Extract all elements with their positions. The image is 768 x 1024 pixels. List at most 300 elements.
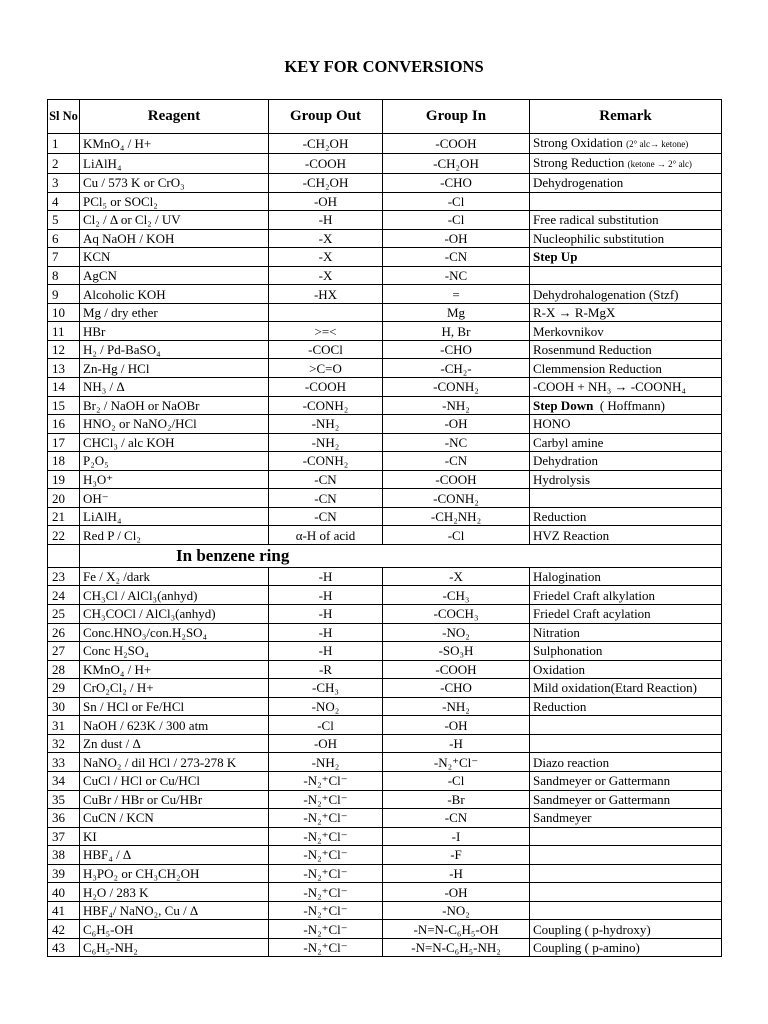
cell-group-out: -NO₂ bbox=[269, 697, 383, 716]
table-row bbox=[48, 433, 722, 452]
cell-group-out: -N₂⁺Cl⁻ bbox=[269, 827, 383, 846]
cell-remark bbox=[530, 864, 722, 883]
cell-group-in: -CN bbox=[383, 248, 530, 267]
cell-group-out: -R bbox=[269, 660, 383, 679]
cell-group-in: -NC bbox=[383, 433, 530, 452]
cell-remark bbox=[530, 846, 722, 865]
cell-remark bbox=[530, 827, 722, 846]
remark-text: Coupling ( p-amino) bbox=[533, 940, 640, 956]
cell-sl-no: 37 bbox=[48, 827, 80, 846]
cell-sl-no: 18 bbox=[48, 452, 80, 471]
cell-reagent: CH₃Cl / AlCl₃(anhyd) bbox=[80, 586, 269, 605]
cell-remark bbox=[530, 507, 722, 526]
cell-reagent: CH₃COCl / AlCl₃(anhyd) bbox=[80, 605, 269, 624]
cell-group-in: -CHO bbox=[383, 174, 530, 193]
cell-group-out: -CONH₂ bbox=[269, 452, 383, 471]
table-row bbox=[48, 846, 722, 865]
cell-sl-no: 19 bbox=[48, 470, 80, 489]
cell-group-in: -COOH bbox=[383, 660, 530, 679]
cell-sl-no: 31 bbox=[48, 716, 80, 735]
remark-text: Strong Reduction bbox=[533, 155, 625, 170]
cell-sl-no: 23 bbox=[48, 567, 80, 586]
cell-reagent: Zn dust / Δ bbox=[80, 734, 269, 753]
remark-text: Reduction bbox=[533, 699, 587, 715]
cell-group-out: -CH₂OH bbox=[269, 134, 383, 154]
cell-remark bbox=[530, 359, 722, 378]
cell-reagent: CrO₂Cl₂ / H+ bbox=[80, 679, 269, 698]
cell-reagent: H₃O⁺ bbox=[80, 470, 269, 489]
cell-sl-no: 43 bbox=[48, 938, 80, 957]
table-row bbox=[48, 359, 722, 378]
cell-sl-no: 9 bbox=[48, 285, 80, 304]
cell-group-in: -OH bbox=[383, 883, 530, 902]
cell-group-in: -OH bbox=[383, 229, 530, 248]
cell-group-in: -NH₂ bbox=[383, 396, 530, 415]
remark-text: Sandmeyer or Gattermann bbox=[533, 791, 671, 807]
remark-text: Step Down bbox=[533, 397, 594, 413]
remark-text: Merkovnikov bbox=[533, 323, 604, 339]
cell-remark bbox=[530, 174, 722, 193]
cell-remark bbox=[530, 734, 722, 753]
cell-group-in: -CONH₂ bbox=[383, 378, 530, 397]
cell-group-in: -Cl bbox=[383, 526, 530, 545]
cell-remark bbox=[530, 901, 722, 920]
cell-remark bbox=[530, 586, 722, 605]
cell-group-in: -Cl bbox=[383, 211, 530, 230]
cell-group-out: -N₂⁺Cl⁻ bbox=[269, 790, 383, 809]
cell-reagent: HBF₄/ NaNO₂, Cu / Δ bbox=[80, 901, 269, 920]
cell-remark bbox=[530, 285, 722, 304]
cell-group-out: -N₂⁺Cl⁻ bbox=[269, 938, 383, 957]
cell-group-in: -Br bbox=[383, 790, 530, 809]
cell-group-out: -N₂⁺Cl⁻ bbox=[269, 771, 383, 790]
cell-sl-no: 41 bbox=[48, 901, 80, 920]
cell-sl-no: 38 bbox=[48, 846, 80, 865]
cell-group-in: -Cl bbox=[383, 192, 530, 211]
cell-remark bbox=[530, 396, 722, 415]
cell-remark bbox=[530, 753, 722, 772]
cell-sl-no: 40 bbox=[48, 883, 80, 902]
cell-group-in: -NO₂ bbox=[383, 623, 530, 642]
cell-group-in: -NH₂ bbox=[383, 697, 530, 716]
conversions-table bbox=[47, 99, 722, 957]
cell-group-out: -N₂⁺Cl⁻ bbox=[269, 809, 383, 828]
cell-remark bbox=[530, 248, 722, 267]
cell-group-in: -CH₂OH bbox=[383, 154, 530, 174]
cell-group-out: -NH₂ bbox=[269, 433, 383, 452]
cell-remark bbox=[530, 489, 722, 508]
cell-sl-no: 22 bbox=[48, 526, 80, 545]
remark-text: Dehydration bbox=[533, 453, 598, 469]
table-row bbox=[48, 771, 722, 790]
cell-group-in: -H bbox=[383, 864, 530, 883]
cell-group-in: -OH bbox=[383, 415, 530, 434]
header-reagent: Reagent bbox=[80, 100, 269, 134]
cell-sl-no: 15 bbox=[48, 396, 80, 415]
table-row bbox=[48, 134, 722, 154]
remark-text: Carbyl amine bbox=[533, 434, 604, 450]
cell-group-in: Mg bbox=[383, 303, 530, 322]
cell-group-in: -H bbox=[383, 734, 530, 753]
table-row bbox=[48, 734, 722, 753]
cell-group-out: -H bbox=[269, 623, 383, 642]
cell-remark bbox=[530, 433, 722, 452]
table-row bbox=[48, 211, 722, 230]
cell-reagent: Fe / X₂ /dark bbox=[80, 567, 269, 586]
cell-reagent: Aq NaOH / KOH bbox=[80, 229, 269, 248]
cell-remark bbox=[530, 716, 722, 735]
table-row bbox=[48, 526, 722, 545]
cell-reagent: C₆H₅-OH bbox=[80, 920, 269, 939]
remark-text: Reduction bbox=[533, 509, 587, 525]
cell-remark bbox=[530, 790, 722, 809]
cell-group-out: -COCl bbox=[269, 340, 383, 359]
header-remark: Remark bbox=[530, 100, 722, 134]
table-row bbox=[48, 378, 722, 397]
cell-sl-no: 20 bbox=[48, 489, 80, 508]
cell-sl-no: 36 bbox=[48, 809, 80, 828]
remark-text: R-X → R-MgX bbox=[533, 305, 616, 321]
cell-group-out: α-H of acid bbox=[269, 526, 383, 545]
cell-reagent: Mg / dry ether bbox=[80, 303, 269, 322]
table-row bbox=[48, 864, 722, 883]
table-row bbox=[48, 567, 722, 586]
cell-sl-no: 4 bbox=[48, 192, 80, 211]
cell-group-out: -H bbox=[269, 567, 383, 586]
cell-reagent: Br₂ / NaOH or NaOBr bbox=[80, 396, 269, 415]
remark-text: HVZ Reaction bbox=[533, 527, 610, 543]
table-row bbox=[48, 753, 722, 772]
table-row bbox=[48, 809, 722, 828]
table-row bbox=[48, 266, 722, 285]
cell-group-out: -CN bbox=[269, 489, 383, 508]
table-header-row bbox=[48, 100, 722, 134]
remark-note: (2° alc→ ketone) bbox=[626, 139, 689, 149]
cell-reagent: KI bbox=[80, 827, 269, 846]
cell-reagent: LiAlH₄ bbox=[80, 507, 269, 526]
table-row bbox=[48, 507, 722, 526]
table-row bbox=[48, 938, 722, 957]
table-row bbox=[48, 174, 722, 193]
cell-reagent: NaNO₂ / dil HCl / 273-278 K bbox=[80, 753, 269, 772]
section-row bbox=[48, 544, 722, 567]
cell-group-in: -F bbox=[383, 846, 530, 865]
cell-remark bbox=[530, 623, 722, 642]
cell-group-in: -NC bbox=[383, 266, 530, 285]
header-group-out: Group Out bbox=[269, 100, 383, 134]
cell-sl-no: 29 bbox=[48, 679, 80, 698]
remark-text: Rosenmund Reduction bbox=[533, 342, 652, 358]
table-row bbox=[48, 192, 722, 211]
cell-sl-no: 8 bbox=[48, 266, 80, 285]
cell-reagent: OH⁻ bbox=[80, 489, 269, 508]
table-row bbox=[48, 229, 722, 248]
cell-reagent: HBr bbox=[80, 322, 269, 341]
remark-tail-text: ( Hoffmann) bbox=[593, 397, 665, 413]
table-row bbox=[48, 920, 722, 939]
cell-reagent: CuCN / KCN bbox=[80, 809, 269, 828]
cell-group-out: -X bbox=[269, 229, 383, 248]
cell-reagent: Cu / 573 K or CrO₃ bbox=[80, 174, 269, 193]
table-row bbox=[48, 415, 722, 434]
cell-group-in: -COOH bbox=[383, 470, 530, 489]
remark-text: Sulphonation bbox=[533, 643, 603, 659]
cell-group-out: -NH₂ bbox=[269, 415, 383, 434]
remark-text: Friedel Craft acylation bbox=[533, 606, 651, 622]
cell-sl-no: 21 bbox=[48, 507, 80, 526]
table-row bbox=[48, 303, 722, 322]
cell-group-in: = bbox=[383, 285, 530, 304]
cell-reagent: Conc H₂SO₄ bbox=[80, 642, 269, 661]
cell-reagent: AgCN bbox=[80, 266, 269, 285]
remark-text: Strong Oxidation bbox=[533, 135, 623, 150]
cell-reagent: Red P / Cl₂ bbox=[80, 526, 269, 545]
cell-remark bbox=[530, 697, 722, 716]
cell-sl-no: 1 bbox=[48, 134, 80, 154]
table-row bbox=[48, 679, 722, 698]
cell-group-in: -CH₃ bbox=[383, 586, 530, 605]
cell-remark bbox=[530, 452, 722, 471]
cell-group-out: -CN bbox=[269, 470, 383, 489]
cell-reagent: HBF₄ / Δ bbox=[80, 846, 269, 865]
remark-text: Hydrolysis bbox=[533, 472, 591, 488]
cell-group-out: -X bbox=[269, 248, 383, 267]
cell-sl-no: 25 bbox=[48, 605, 80, 624]
table-row bbox=[48, 452, 722, 471]
cell-group-out: -H bbox=[269, 605, 383, 624]
cell-sl-no: 32 bbox=[48, 734, 80, 753]
cell-group-in: -CH₂- bbox=[383, 359, 530, 378]
cell-reagent: P₂O₅ bbox=[80, 452, 269, 471]
cell-reagent: KMnO₄ / H+ bbox=[80, 134, 269, 154]
cell-remark bbox=[530, 229, 722, 248]
cell-group-out: -HX bbox=[269, 285, 383, 304]
cell-sl-no: 14 bbox=[48, 378, 80, 397]
table-row bbox=[48, 605, 722, 624]
cell-reagent: Cl₂ / Δ or Cl₂ / UV bbox=[80, 211, 269, 230]
remark-text: Halogination bbox=[533, 569, 601, 585]
cell-remark bbox=[530, 605, 722, 624]
remark-text: Diazo reaction bbox=[533, 754, 610, 770]
cell-group-out: -N₂⁺Cl⁻ bbox=[269, 901, 383, 920]
cell-group-out: -OH bbox=[269, 192, 383, 211]
remark-text: Dehydrohalogenation (Stzf) bbox=[533, 286, 679, 302]
cell-reagent: Conc.HNO₃/con.H₂SO₄ bbox=[80, 623, 269, 642]
remark-text: Mild oxidation(Etard Reaction) bbox=[533, 680, 697, 696]
remark-text: Free radical substitution bbox=[533, 212, 659, 228]
cell-group-in: -CN bbox=[383, 809, 530, 828]
cell-remark bbox=[530, 809, 722, 828]
remark-text: Clemmension Reduction bbox=[533, 360, 662, 376]
cell-group-in: -CHO bbox=[383, 679, 530, 698]
cell-group-out: -X bbox=[269, 266, 383, 285]
cell-group-out: -COOH bbox=[269, 154, 383, 174]
table-row bbox=[48, 470, 722, 489]
cell-reagent: PCl₅ or SOCl₂ bbox=[80, 192, 269, 211]
cell-group-in: -NO₂ bbox=[383, 901, 530, 920]
cell-sl-no: 2 bbox=[48, 154, 80, 174]
table-row bbox=[48, 489, 722, 508]
cell-sl-no: 34 bbox=[48, 771, 80, 790]
cell-reagent: NH₃ / Δ bbox=[80, 378, 269, 397]
cell-group-out: -OH bbox=[269, 734, 383, 753]
cell-group-in: -N₂⁺Cl⁻ bbox=[383, 753, 530, 772]
cell-remark bbox=[530, 378, 722, 397]
cell-reagent: C₆H₅-NH₂ bbox=[80, 938, 269, 957]
cell-remark bbox=[530, 526, 722, 545]
cell-sl-no: 11 bbox=[48, 322, 80, 341]
remark-text: -COOH + NH₃ → -COONH₄ bbox=[533, 379, 686, 395]
cell-remark bbox=[530, 322, 722, 341]
cell-sl-no: 6 bbox=[48, 229, 80, 248]
cell-group-out: -Cl bbox=[269, 716, 383, 735]
cell-reagent: NaOH / 623K / 300 atm bbox=[80, 716, 269, 735]
cell-sl-no: 27 bbox=[48, 642, 80, 661]
cell-sl-no: 28 bbox=[48, 660, 80, 679]
cell-sl-no: 13 bbox=[48, 359, 80, 378]
cell-group-in: -N=N-C₆H₅-NH₂ bbox=[383, 938, 530, 957]
cell-sl-no: 10 bbox=[48, 303, 80, 322]
cell-group-out: -CONH₂ bbox=[269, 396, 383, 415]
cell-sl-no: 42 bbox=[48, 920, 80, 939]
cell-group-out bbox=[269, 303, 383, 322]
cell-reagent: HNO₂ or NaNO₂/HCl bbox=[80, 415, 269, 434]
cell-remark bbox=[530, 920, 722, 939]
cell-remark bbox=[530, 679, 722, 698]
cell-remark bbox=[530, 660, 722, 679]
cell-reagent: CHCl₃ / alc KOH bbox=[80, 433, 269, 452]
cell-group-out: -CN bbox=[269, 507, 383, 526]
cell-group-out: -N₂⁺Cl⁻ bbox=[269, 883, 383, 902]
table-row bbox=[48, 340, 722, 359]
cell-reagent: Alcoholic KOH bbox=[80, 285, 269, 304]
remark-text: Dehydrogenation bbox=[533, 175, 624, 191]
cell-remark bbox=[530, 470, 722, 489]
table-row bbox=[48, 248, 722, 267]
table-row bbox=[48, 827, 722, 846]
cell-reagent: CuBr / HBr or Cu/HBr bbox=[80, 790, 269, 809]
cell-remark bbox=[530, 211, 722, 230]
table-row bbox=[48, 716, 722, 735]
cell-group-out: >=< bbox=[269, 322, 383, 341]
cell-group-in: -COOH bbox=[383, 134, 530, 154]
cell-group-out: -CH₃ bbox=[269, 679, 383, 698]
cell-remark bbox=[530, 266, 722, 285]
remark-text: Step Up bbox=[533, 249, 578, 265]
cell-sl-no: 33 bbox=[48, 753, 80, 772]
cell-group-out: -N₂⁺Cl⁻ bbox=[269, 846, 383, 865]
table-row bbox=[48, 396, 722, 415]
cell-group-in: -OH bbox=[383, 716, 530, 735]
remark-text: Nucleophilic substitution bbox=[533, 230, 665, 246]
table-row bbox=[48, 154, 722, 174]
table-row bbox=[48, 790, 722, 809]
table-row bbox=[48, 642, 722, 661]
cell-remark bbox=[530, 415, 722, 434]
header-sl-no: Sl No bbox=[48, 100, 80, 134]
cell-group-out: -H bbox=[269, 211, 383, 230]
cell-group-out: -NH₂ bbox=[269, 753, 383, 772]
table-row bbox=[48, 586, 722, 605]
cell-sl-no: 39 bbox=[48, 864, 80, 883]
cell-sl-no: 30 bbox=[48, 697, 80, 716]
cell-group-in: -CHO bbox=[383, 340, 530, 359]
cell-group-in: -SO₃H bbox=[383, 642, 530, 661]
cell-remark bbox=[530, 938, 722, 957]
cell-sl-no: 16 bbox=[48, 415, 80, 434]
remark-text: Sandmeyer bbox=[533, 810, 592, 826]
table-row bbox=[48, 660, 722, 679]
remark-text: Oxidation bbox=[533, 661, 585, 677]
cell-sl-no: 12 bbox=[48, 340, 80, 359]
cell-remark bbox=[530, 340, 722, 359]
header-group-in: Group In bbox=[383, 100, 530, 134]
table-row bbox=[48, 883, 722, 902]
cell-group-out: -H bbox=[269, 586, 383, 605]
cell-sl-no: 17 bbox=[48, 433, 80, 452]
cell-group-in: -I bbox=[383, 827, 530, 846]
cell-group-in: -CH₂NH₂ bbox=[383, 507, 530, 526]
cell-group-in: -X bbox=[383, 567, 530, 586]
cell-remark bbox=[530, 883, 722, 902]
section-title: In benzene ring bbox=[80, 544, 722, 567]
cell-remark bbox=[530, 567, 722, 586]
page-title: KEY FOR CONVERSIONS bbox=[284, 57, 484, 76]
table-row bbox=[48, 285, 722, 304]
cell-remark bbox=[530, 154, 722, 174]
remark-text: Sandmeyer or Gattermann bbox=[533, 773, 671, 789]
cell-remark bbox=[530, 134, 722, 154]
remark-note: (ketone → 2° alc) bbox=[627, 159, 692, 169]
cell-sl-no: 5 bbox=[48, 211, 80, 230]
cell-group-in: H, Br bbox=[383, 322, 530, 341]
cell-group-in: -CN bbox=[383, 452, 530, 471]
cell-group-in: -Cl bbox=[383, 771, 530, 790]
cell-reagent: Sn / HCl or Fe/HCl bbox=[80, 697, 269, 716]
cell-group-in: -CONH₂ bbox=[383, 489, 530, 508]
remark-text: HONO bbox=[533, 416, 571, 432]
cell-reagent: KCN bbox=[80, 248, 269, 267]
cell-group-in: -N=N-C₆H₅-OH bbox=[383, 920, 530, 939]
remark-text: Coupling ( p-hydroxy) bbox=[533, 921, 651, 937]
cell-sl-no: 35 bbox=[48, 790, 80, 809]
cell-remark bbox=[530, 642, 722, 661]
cell-remark bbox=[530, 303, 722, 322]
cell-sl-no: 24 bbox=[48, 586, 80, 605]
cell-group-out: -N₂⁺Cl⁻ bbox=[269, 864, 383, 883]
cell-remark bbox=[530, 771, 722, 790]
cell-reagent: H₂O / 283 K bbox=[80, 883, 269, 902]
cell-group-out: -COOH bbox=[269, 378, 383, 397]
section-spacer-cell bbox=[48, 544, 80, 567]
remark-text: Friedel Craft alkylation bbox=[533, 587, 656, 603]
cell-reagent: LiAlH₄ bbox=[80, 154, 269, 174]
cell-reagent: KMnO₄ / H+ bbox=[80, 660, 269, 679]
cell-group-in: -COCH₃ bbox=[383, 605, 530, 624]
cell-sl-no: 7 bbox=[48, 248, 80, 267]
cell-group-out: -N₂⁺Cl⁻ bbox=[269, 920, 383, 939]
cell-reagent: Zn-Hg / HCl bbox=[80, 359, 269, 378]
cell-reagent: CuCl / HCl or Cu/HCl bbox=[80, 771, 269, 790]
table-row bbox=[48, 322, 722, 341]
cell-reagent: H₂ / Pd-BaSO₄ bbox=[80, 340, 269, 359]
remark-text: Nitration bbox=[533, 624, 580, 640]
cell-group-out: >C=O bbox=[269, 359, 383, 378]
cell-sl-no: 26 bbox=[48, 623, 80, 642]
table-row bbox=[48, 697, 722, 716]
cell-sl-no: 3 bbox=[48, 174, 80, 193]
table-row bbox=[48, 623, 722, 642]
